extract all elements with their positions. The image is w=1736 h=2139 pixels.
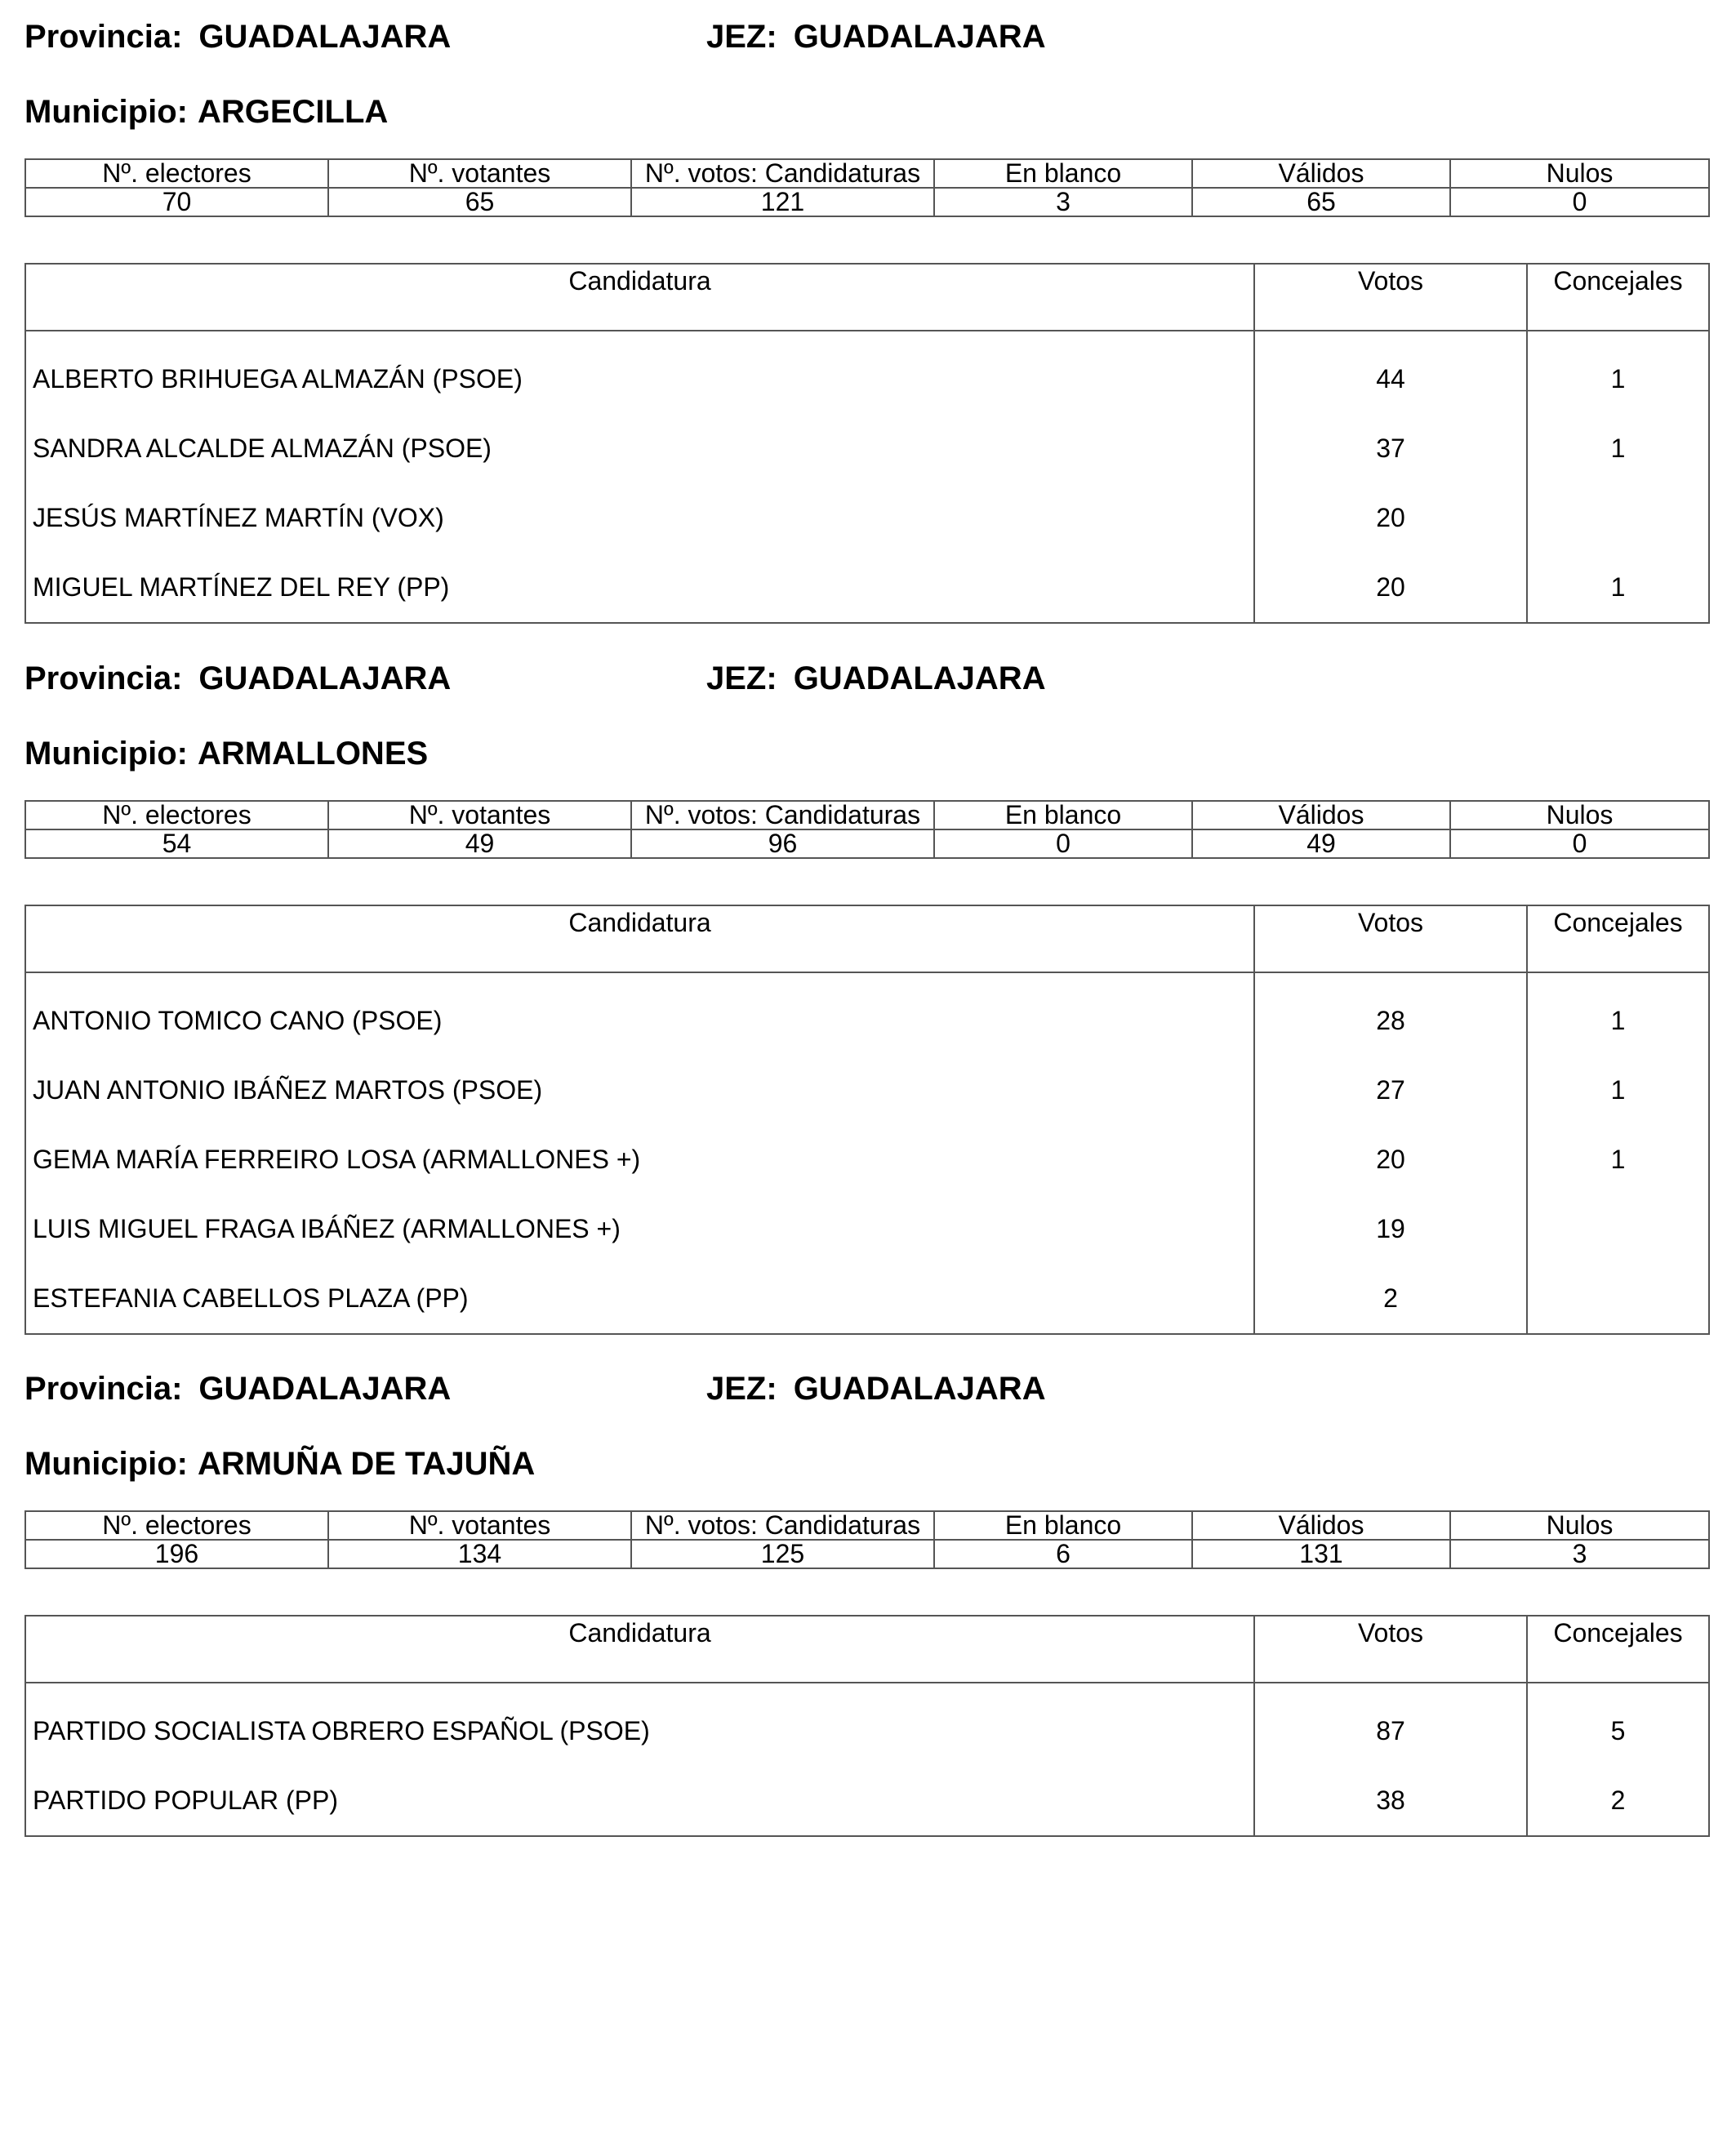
- jez-label: JEZ:: [706, 19, 777, 55]
- provincia-label: Provincia:: [24, 19, 183, 55]
- candidate-concejales-column: [1527, 331, 1709, 623]
- candidate-name: JESÚS MARTÍNEZ MARTÍN (VOX): [33, 503, 444, 532]
- stats-value-row: [25, 188, 1709, 216]
- stats-votos-candidaturas: 125: [631, 1540, 934, 1568]
- stats-header-nulos: Nulos: [1450, 1511, 1709, 1540]
- candidate-concejales: 1: [1610, 364, 1626, 394]
- header-votos: Votos: [1254, 264, 1527, 331]
- candidate-name: GEMA MARÍA FERREIRO LOSA (ARMALLONES +): [33, 1145, 641, 1174]
- stats-header-row: [25, 1511, 1709, 1540]
- candidate-name: JUAN ANTONIO IBÁÑEZ MARTOS (PSOE): [33, 1075, 543, 1105]
- jez-header: [706, 1370, 1046, 1407]
- municipio-value: ARMALLONES: [197, 736, 429, 772]
- municipio-header: [24, 735, 428, 772]
- stats-header-electores: Nº. electores: [25, 159, 328, 188]
- candidate-name: PARTIDO SOCIALISTA OBRERO ESPAÑOL (PSOE): [33, 1716, 650, 1745]
- stats-value-row: [25, 1540, 1709, 1568]
- candidate-name-column: [25, 972, 1254, 1334]
- stats-header-nulos: Nulos: [1450, 159, 1709, 188]
- stats-votantes: 134: [328, 1540, 631, 1568]
- stats-header-validos: Válidos: [1192, 1511, 1450, 1540]
- stats-validos: 131: [1192, 1540, 1450, 1568]
- candidate-concejales: 2: [1610, 1785, 1626, 1815]
- header-candidatura: Candidatura: [25, 905, 1254, 972]
- provincia-label: Provincia:: [24, 1371, 183, 1407]
- provincia-label: Provincia:: [24, 660, 183, 696]
- municipio-header: [24, 1445, 535, 1483]
- candidates-header-row: [25, 1616, 1709, 1683]
- candidates-body: [25, 1683, 1709, 1836]
- candidate-concejales-column: [1527, 972, 1709, 1334]
- header-candidatura: Candidatura: [25, 1616, 1254, 1683]
- candidate-concejales-column: [1527, 1683, 1709, 1836]
- provincia-value: GUADALAJARA: [198, 1371, 452, 1407]
- header-concejales: Concejales: [1527, 264, 1709, 331]
- candidate-name-column: [25, 1683, 1254, 1836]
- candidates-body: [25, 972, 1709, 1334]
- stats-header-row: [25, 801, 1709, 829]
- stats-header-electores: Nº. electores: [25, 1511, 328, 1540]
- municipio-label: Municipio:: [24, 736, 188, 772]
- candidate-votos-column: [1254, 972, 1527, 1334]
- candidates-table: [24, 905, 1710, 1335]
- header-concejales: Concejales: [1527, 905, 1709, 972]
- stats-header-en-blanco: En blanco: [934, 1511, 1192, 1540]
- stats-validos: 49: [1192, 829, 1450, 858]
- stats-header-nulos: Nulos: [1450, 801, 1709, 829]
- candidates-header-row: [25, 264, 1709, 331]
- candidate-concejales: 1: [1610, 572, 1626, 602]
- candidate-name: SANDRA ALCALDE ALMAZÁN (PSOE): [33, 434, 492, 463]
- header-votos: Votos: [1254, 905, 1527, 972]
- municipio-label: Municipio:: [24, 94, 188, 130]
- stats-votantes: 49: [328, 829, 631, 858]
- candidate-votos: 27: [1376, 1075, 1405, 1105]
- candidate-votos: 20: [1376, 572, 1405, 602]
- jez-header: [706, 18, 1046, 56]
- candidates-header-row: [25, 905, 1709, 972]
- candidate-votos: 44: [1376, 364, 1405, 394]
- municipio-header: [24, 93, 388, 131]
- candidates-table: [24, 263, 1710, 624]
- candidate-concejales: 1: [1610, 1075, 1626, 1105]
- stats-header-en-blanco: En blanco: [934, 159, 1192, 188]
- stats-table: [24, 1510, 1710, 1569]
- municipio-value: ARGECILLA: [197, 94, 389, 130]
- candidate-votos: 20: [1376, 503, 1405, 532]
- candidate-votos-column: [1254, 331, 1527, 623]
- candidate-name: MIGUEL MARTÍNEZ DEL REY (PP): [33, 572, 450, 602]
- provincia-value: GUADALAJARA: [198, 660, 452, 696]
- stats-nulos: 0: [1450, 829, 1709, 858]
- jez-header: [706, 660, 1046, 697]
- candidates-body: [25, 331, 1709, 623]
- header-candidatura: Candidatura: [25, 264, 1254, 331]
- provincia-header: [24, 1370, 451, 1407]
- stats-en-blanco: 6: [934, 1540, 1192, 1568]
- stats-header-votos-candidaturas: Nº. votos: Candidaturas: [631, 801, 934, 829]
- candidate-name: LUIS MIGUEL FRAGA IBÁÑEZ (ARMALLONES +): [33, 1214, 621, 1243]
- stats-header-votantes: Nº. votantes: [328, 1511, 631, 1540]
- candidate-name: PARTIDO POPULAR (PP): [33, 1785, 338, 1815]
- stats-votos-candidaturas: 121: [631, 188, 934, 216]
- stats-electores: 54: [25, 829, 328, 858]
- candidate-votos: 20: [1376, 1145, 1405, 1174]
- stats-validos: 65: [1192, 188, 1450, 216]
- candidate-concejales: 1: [1610, 1006, 1626, 1035]
- stats-votantes: 65: [328, 188, 631, 216]
- stats-header-votantes: Nº. votantes: [328, 801, 631, 829]
- candidate-votos-column: [1254, 1683, 1527, 1836]
- provincia-header: [24, 660, 451, 697]
- candidate-name-column: [25, 331, 1254, 623]
- candidate-votos: 37: [1376, 434, 1405, 463]
- stats-nulos: 0: [1450, 188, 1709, 216]
- stats-header-votos-candidaturas: Nº. votos: Candidaturas: [631, 1511, 934, 1540]
- stats-nulos: 3: [1450, 1540, 1709, 1568]
- stats-electores: 196: [25, 1540, 328, 1568]
- municipio-value: ARMUÑA DE TAJUÑA: [197, 1446, 536, 1482]
- header-votos: Votos: [1254, 1616, 1527, 1683]
- stats-table: [24, 800, 1710, 859]
- candidate-concejales: [1528, 1264, 1708, 1333]
- candidate-name: ALBERTO BRIHUEGA ALMAZÁN (PSOE): [33, 364, 523, 394]
- jez-value: GUADALAJARA: [793, 660, 1046, 696]
- candidate-concejales: 1: [1610, 434, 1626, 463]
- candidate-name: ANTONIO TOMICO CANO (PSOE): [33, 1006, 443, 1035]
- stats-header-electores: Nº. electores: [25, 801, 328, 829]
- provincia-header: [24, 18, 451, 56]
- jez-label: JEZ:: [706, 660, 777, 696]
- stats-table: [24, 158, 1710, 217]
- stats-header-validos: Válidos: [1192, 159, 1450, 188]
- stats-header-row: [25, 159, 1709, 188]
- municipio-label: Municipio:: [24, 1446, 188, 1482]
- provincia-value: GUADALAJARA: [198, 19, 452, 55]
- candidate-concejales: 1: [1610, 1145, 1626, 1174]
- candidate-votos: 2: [1383, 1283, 1398, 1313]
- stats-en-blanco: 0: [934, 829, 1192, 858]
- stats-electores: 70: [25, 188, 328, 216]
- jez-value: GUADALAJARA: [793, 19, 1046, 55]
- candidate-concejales: [1528, 1194, 1708, 1264]
- candidate-concejales: [1528, 483, 1708, 553]
- jez-value: GUADALAJARA: [793, 1371, 1046, 1407]
- candidate-votos: 28: [1376, 1006, 1405, 1035]
- stats-en-blanco: 3: [934, 188, 1192, 216]
- candidate-votos: 38: [1376, 1785, 1405, 1815]
- candidate-votos: 19: [1376, 1214, 1405, 1243]
- stats-header-en-blanco: En blanco: [934, 801, 1192, 829]
- header-concejales: Concejales: [1527, 1616, 1709, 1683]
- candidate-votos: 87: [1376, 1716, 1405, 1745]
- candidate-concejales: 5: [1610, 1716, 1626, 1745]
- stats-header-votos-candidaturas: Nº. votos: Candidaturas: [631, 159, 934, 188]
- stats-value-row: [25, 829, 1709, 858]
- jez-label: JEZ:: [706, 1371, 777, 1407]
- stats-votos-candidaturas: 96: [631, 829, 934, 858]
- candidates-table: [24, 1615, 1710, 1837]
- stats-header-votantes: Nº. votantes: [328, 159, 631, 188]
- stats-header-validos: Válidos: [1192, 801, 1450, 829]
- candidate-name: ESTEFANIA CABELLOS PLAZA (PP): [33, 1283, 469, 1313]
